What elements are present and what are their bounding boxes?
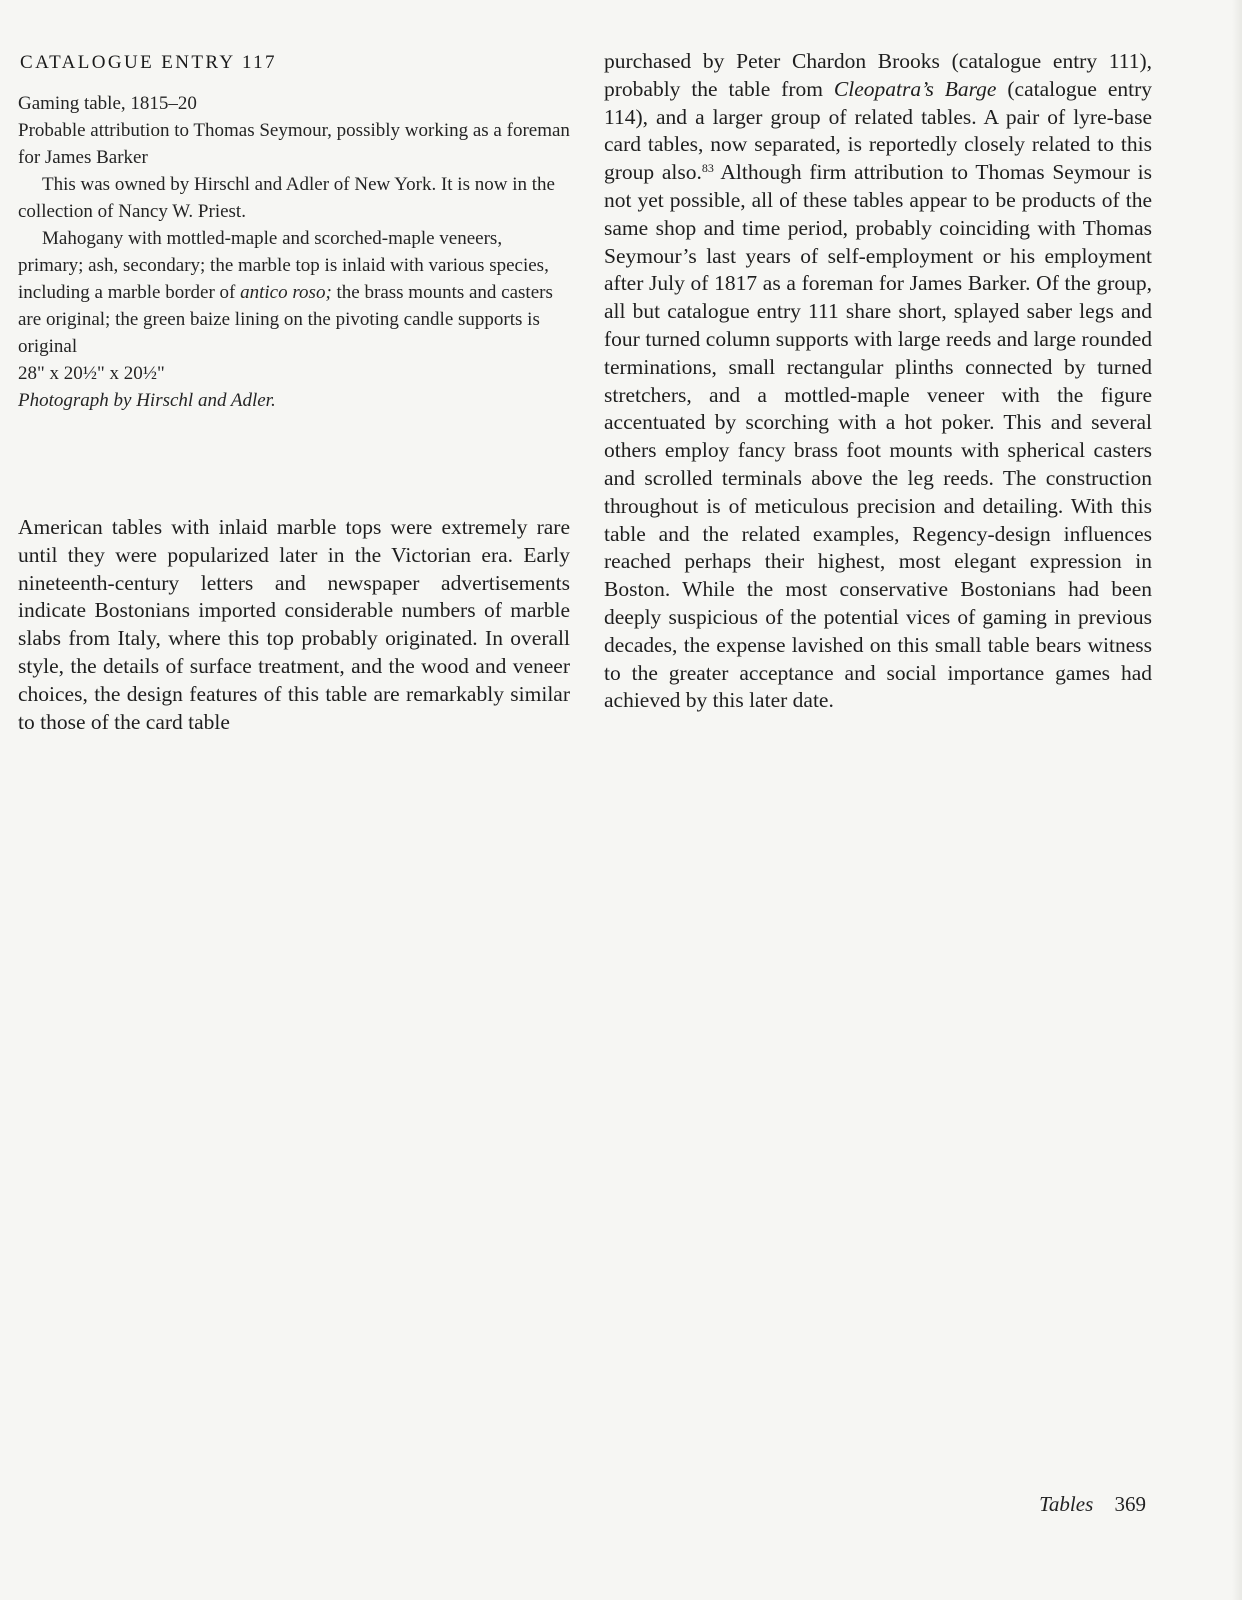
left-body-paragraph: American tables with inlaid marble tops were extremely rare until they were popularized later in the Victorian era. Early nineteenth-century letters and newspaper advertisements indicate Bostonians imported considerable numbers of marble slabs from Italy, where this top probably originated. In overall style, the details of surface treatment, and the wood and veneer choices, the design features of this table are remarkably similar to those of the card table — [18, 515, 570, 734]
photo-credit: Photograph by Hirschl and Adler. — [18, 390, 276, 411]
footnote-reference: 83 — [701, 161, 714, 176]
entry-provenance: This was owned by Hirschl and Adler of New York. It is now in the collection of Nancy W. Priest. — [18, 174, 555, 222]
materials-italic: antico roso; — [240, 282, 332, 303]
right-body-italic: Cleopatra’s Barge — [833, 76, 997, 101]
page-footer — [1039, 1492, 1146, 1517]
page-edge-shadow — [1232, 0, 1242, 1600]
right-body-text-2: (catalogue entry 114), and a larger group of related tables. A pair of lyre-base card tables, now separated, is reportedly closely related to this group also. — [604, 76, 1152, 185]
left-column — [18, 50, 570, 736]
entry-caption — [18, 90, 570, 414]
materials-text-b: the brass mounts and casters are original; the green baize lining on the pivoting candle supports is original — [18, 282, 553, 357]
catalogue-entry-heading: CATALOGUE ENTRY 117 — [20, 52, 277, 73]
right-body-paragraph — [604, 48, 1152, 715]
right-body-text-1: purchased by Peter Chardon Brooks (catalogue entry 111), probably the table from — [604, 49, 1152, 101]
running-footer-section: Tables — [1039, 1492, 1094, 1516]
entry-materials — [18, 225, 570, 360]
entry-dimensions: 28" x 20½" x 20½" — [18, 363, 165, 384]
entry-title-line: Gaming table, 1815–20 — [18, 93, 197, 114]
page-number: 369 — [1114, 1492, 1146, 1516]
materials-text-a: Mahogany with mottled-maple and scorched-maple veneers, primary; ash, secondary; the marble top is inlaid with various species, including a marble border of — [18, 228, 549, 303]
entry-attribution: Probable attribution to Thomas Seymour, possibly working as a foreman for James Barker — [18, 120, 570, 168]
right-body-text-3: Although firm attribution to Thomas Seymour is not yet possible, all of these tables appear to be products of the same shop and time period, probably coinciding with Thomas Seymour’s last years of self-employment or his employment after July of 1817 as a foreman for James Barker. Of the group, all but catalogue entry 111 share short, splayed saber legs and four turned column supports with large reeds and large rounded terminations, small rectangular plinths connected by turned stretchers, and a mottled-maple veneer with the figure accentuated by scorching with a hot poker. This and several others employ fancy brass foot mounts with spherical casters and scrolled terminals above the leg reeds. The construction throughout is of meticulous precision and detailing. With this table and the related examples, Regency-design influences reached perhaps their highest, most elegant expression in Boston. While the most conservative Bostonians had been deeply suspicious of the potential vices of gaming in previous decades, the expense lavished on this small table bears witness to the greater acceptance and social importance games had achieved by this later date. — [604, 160, 1152, 713]
right-column — [604, 48, 1152, 715]
